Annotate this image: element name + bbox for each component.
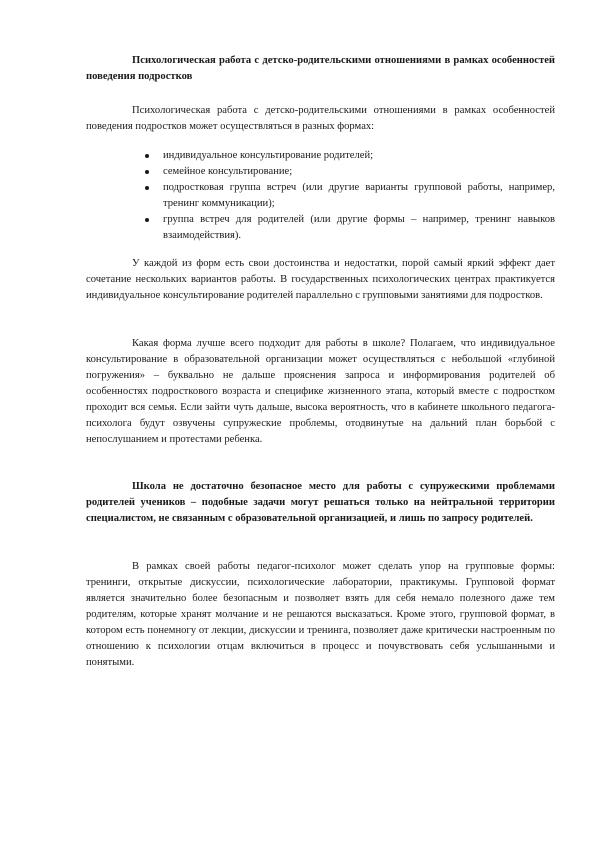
forms-list — [145, 148, 555, 244]
bullet-icon — [145, 218, 149, 222]
bullet-icon — [145, 186, 149, 190]
list-item-text: семейное консультирование; — [163, 166, 293, 177]
list-item — [145, 164, 555, 180]
list-item-text: индивидуальное консультирование родителей; — [163, 150, 374, 161]
bullet-icon — [145, 154, 149, 158]
paragraph-4: В рамках своей работы педагог-психолог может сделать упор на групповые формы: тренинги, открытые дискуссии, психологические лаборатории, практикумы. Групповой формат является значительно более безопасным и позволяет взять для себя немало полезного даже тем родителям, которые хранят молчание и не решаются высказаться. Кроме этого, групповой формат, в котором есть понемногу от лекции, дискуссии и тренинга, позволяет даже критически настроенным по отношению к психологии отцам включиться в процесс и почувствовать себя услышанными и понятыми. — [86, 561, 555, 668]
intro-paragraph: Психологическая работа с детско-родительскими отношениями в рамках особенностей поведения подростков может осуществляться в разных формах: — [86, 105, 555, 132]
paragraph-1: У каждой из форм есть свои достоинства и недостатки, порой самый яркий эффект дает сочетание нескольких вариантов работы. В государственных психологических центрах практикуется индивидуальное консультирование родителей параллельно с групповыми занятиями для подростков. — [86, 258, 555, 301]
paragraph-2: Какая форма лучше всего подходит для работы в школе? Полагаем, что индивидуальное консультирование в образовательной организации может осуществляться с небольшой «глубиной погружения» – буквально не дальше прояснения запроса и информирования родителей об особенностях подросткового возраста и специфике жизненного этапа, который вместе с подростком проходит вся семья. Если зайти чуть дальше, высока вероятность, что в кабинете школьного педагога-психолога будут озвучены супружеские проблемы, отодвинутые на дальний план борьбой с непослушанием и протестами ребенка. — [86, 338, 555, 445]
paragraph-3-bold: Школа не достаточно безопасное место для работы с супружескими проблемами родителей учеников – подобные задачи могут решаться только на нейтральной территории специалистом, не связанным с образовательной организацией, и лишь по запросу родителей. — [86, 481, 555, 524]
list-item — [145, 212, 555, 244]
bullet-icon — [145, 170, 149, 174]
list-item — [145, 180, 555, 212]
document-title: Психологическая работа с детско-родительскими отношениями в рамках особенностей поведения подростков — [86, 55, 555, 82]
list-item — [145, 148, 555, 164]
list-item-text: подростковая группа встреч (или другие варианты групповой работы, например, тренинг коммуникации); — [163, 182, 555, 209]
list-item-text: группа встреч для родителей (или другие формы – например, тренинг навыков взаимодействия). — [163, 214, 555, 241]
